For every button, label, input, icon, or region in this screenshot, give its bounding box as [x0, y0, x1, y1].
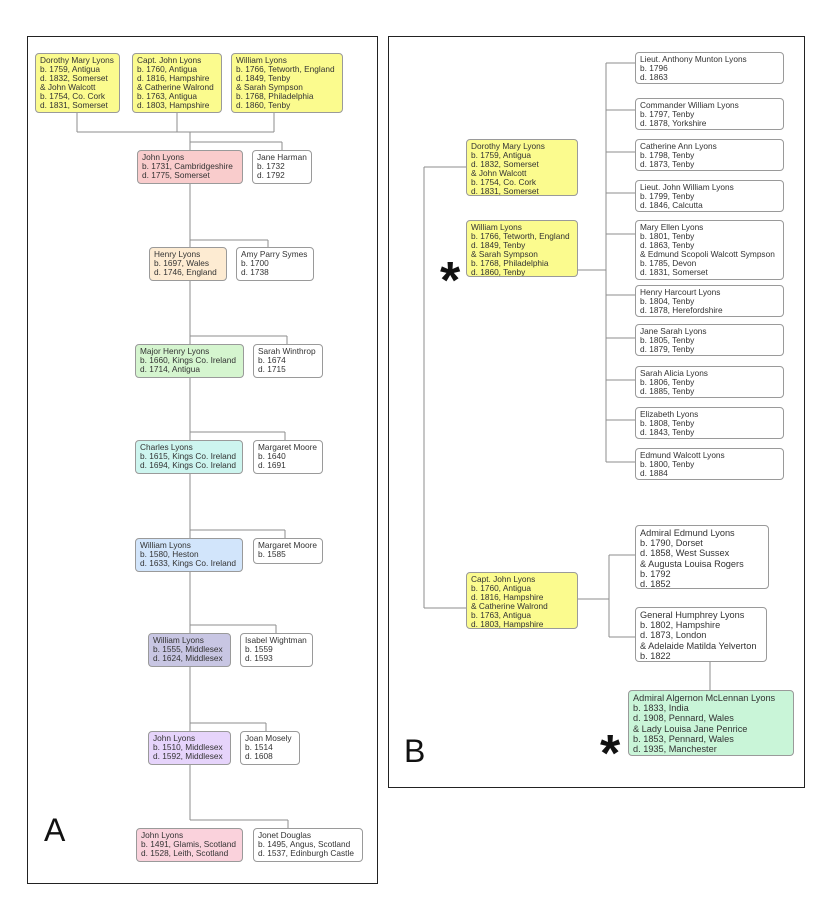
person-birth: b. 1580, Heston — [140, 549, 199, 559]
person-name: John Lyons — [141, 830, 184, 840]
spouse-birth: b. 1754, Co. Cork — [40, 91, 106, 101]
spouse-death: d. 1803, Hampshire — [137, 100, 210, 110]
spouse-birth: b. 1763, Antigua — [137, 91, 197, 101]
spouse-name: & Sarah Sympson — [236, 82, 303, 92]
person-a16-john-lyons — [148, 731, 231, 765]
person-name: General Humphrey Lyons — [640, 610, 745, 620]
spouse-a9-sarah-winthrop — [253, 344, 323, 378]
spouse-a7-amy-parry-symes — [236, 247, 314, 281]
child-c6-henry-harcourt-lyons — [635, 285, 784, 317]
person-death: d. 1624, Middlesex — [153, 653, 223, 663]
person-name: William Lyons — [153, 635, 204, 645]
person-birth: b. 1700 — [241, 258, 269, 268]
person-a3-william-lyons — [231, 53, 343, 113]
person-death: d. 1873, London — [640, 630, 707, 641]
spouse-a19-jonet-douglas — [253, 828, 363, 862]
spouse-death: d. 1831, Somerset — [640, 267, 708, 277]
person-death: d. 1849, Tenby — [471, 240, 526, 250]
spouse-birth: b. 1822 — [640, 650, 671, 661]
person-name: Dorothy Mary Lyons — [40, 55, 114, 65]
person-birth: b. 1806, Tenby — [640, 377, 695, 387]
spouse-birth: b. 1792 — [640, 568, 671, 579]
person-name: Henry Lyons — [154, 249, 201, 259]
person-death: d. 1715 — [258, 364, 286, 374]
person-name: Capt. John Lyons — [137, 55, 202, 65]
child-c2-commander-william-lyons — [635, 98, 784, 130]
person-birth: b. 1731, Cambridgeshire — [142, 161, 233, 171]
person-death: d. 1593 — [245, 653, 273, 663]
person-birth: b. 1760, Antigua — [137, 64, 197, 74]
person-name: Margaret Moore — [258, 442, 318, 452]
person-b3-capt-john-lyons — [466, 572, 578, 629]
asterisk-marker-algernon: * — [600, 725, 621, 783]
person-b2-william-lyons — [466, 220, 578, 277]
person-name: Elizabeth Lyons — [640, 409, 699, 419]
person-a8-major-henry-lyons — [135, 344, 244, 378]
person-birth: b. 1790, Dorset — [640, 538, 703, 549]
panel-b-label: B — [404, 733, 426, 769]
spouse-death: d. 1852 — [640, 579, 671, 589]
person-birth: b. 1732 — [257, 161, 285, 171]
person-birth: b. 1697, Wales — [154, 258, 210, 268]
person-birth: b. 1833, India — [633, 703, 689, 714]
person-death: d. 1879, Tenby — [640, 344, 695, 354]
person-name: Jane Sarah Lyons — [640, 326, 707, 336]
person-a10-charles-lyons — [135, 440, 243, 474]
person-name: John Lyons — [153, 733, 196, 743]
person-birth: b. 1555, Middlesex — [153, 644, 223, 654]
person-death: d. 1528, Leith, Scotland — [141, 848, 229, 858]
person-name: William Lyons — [236, 55, 287, 65]
person-death: d. 1792 — [257, 170, 285, 180]
person-birth: b. 1585 — [258, 549, 286, 559]
child-c10-edmund-walcott-lyons — [635, 448, 784, 480]
person-birth: b. 1808, Tenby — [640, 418, 695, 428]
spouse-birth: b. 1754, Co. Cork — [471, 177, 537, 187]
spouse-a11-margaret-moore — [253, 440, 323, 474]
spouse-name: & Augusta Louisa Rogers — [640, 558, 744, 569]
person-birth: b. 1798, Tenby — [640, 150, 695, 160]
person-death: d. 1608 — [245, 751, 273, 761]
person-death: d. 1873, Tenby — [640, 159, 695, 169]
spouse-birth: b. 1768, Philadelphia — [471, 258, 549, 268]
person-death: d. 1537, Edinburgh Castle — [258, 848, 354, 858]
person-birth: b. 1799, Tenby — [640, 191, 695, 201]
person-birth: b. 1797, Tenby — [640, 109, 695, 119]
person-death: d. 1714, Antigua — [140, 364, 200, 374]
person-name: Admiral Algernon McLennan Lyons — [633, 693, 776, 703]
child-c7-jane-sarah-lyons — [635, 324, 784, 356]
person-death: d. 1863, Tenby — [640, 240, 695, 250]
person-name: Henry Harcourt Lyons — [640, 287, 721, 297]
person-name: Jane Harman — [257, 152, 307, 162]
person-birth: b. 1759, Antigua — [40, 64, 100, 74]
asterisk-marker-william: * — [440, 252, 461, 310]
person-birth: b. 1766, Tetworth, England — [471, 231, 570, 241]
person-a12-william-lyons — [135, 538, 243, 572]
spouse-a13-margaret-moore — [253, 538, 323, 564]
person-death: d. 1775, Somerset — [142, 170, 210, 180]
person-birth: b. 1804, Tenby — [640, 296, 695, 306]
person-birth: b. 1559 — [245, 644, 273, 654]
person-name: Isabel Wightman — [245, 635, 307, 645]
person-name: Capt. John Lyons — [471, 574, 536, 584]
person-death: d. 1832, Somerset — [471, 159, 539, 169]
person-death: d. 1832, Somerset — [40, 73, 108, 83]
person-a14-william-lyons — [148, 633, 231, 667]
panel-a-label: A — [44, 812, 66, 848]
person-death: d. 1884 — [640, 468, 668, 478]
person-name: Admiral Edmund Lyons — [640, 528, 735, 538]
spouse-death: d. 1831, Somerset — [471, 186, 539, 196]
person-birth: b. 1495, Angus, Scotland — [258, 839, 351, 849]
person-name: Lieut. John William Lyons — [640, 182, 734, 192]
person-name: Margaret Moore — [258, 540, 318, 550]
person-name: Amy Parry Symes — [241, 249, 308, 259]
person-death: d. 1858, West Sussex — [640, 548, 730, 559]
spouse-death: d. 1831, Somerset — [40, 100, 108, 110]
person-death: d. 1878, Herefordshire — [640, 305, 723, 315]
person-birth: b. 1800, Tenby — [640, 459, 695, 469]
person-death: d. 1908, Pennard, Wales — [633, 713, 734, 724]
person-name: Mary Ellen Lyons — [640, 222, 704, 232]
person-birth: b. 1514 — [245, 742, 273, 752]
person-a1-dorothy-mary-lyons — [35, 53, 120, 113]
child-c1-anthony-munton-lyons — [635, 52, 784, 84]
person-birth: b. 1615, Kings Co. Ireland — [140, 451, 236, 461]
spouse-name: & Edmund Scopoli Walcott Sympson — [640, 249, 775, 259]
spouse-birth: b. 1785, Devon — [640, 258, 697, 268]
grandchild-e1-admiral-algernon-mclennan-lyons — [628, 690, 794, 756]
person-death: d. 1863 — [640, 72, 668, 82]
person-birth: b. 1640 — [258, 451, 286, 461]
spouse-name: & John Walcott — [471, 168, 527, 178]
spouse-name: & Catherine Walrond — [137, 82, 214, 92]
person-name: Dorothy Mary Lyons — [471, 141, 545, 151]
spouse-birth: b. 1768, Philadelphia — [236, 91, 314, 101]
person-name: Sarah Winthrop — [258, 346, 316, 356]
child-c3-catherine-ann-lyons — [635, 139, 784, 171]
spouse-a15-isabel-wightman — [240, 633, 313, 667]
person-a6-henry-lyons — [149, 247, 227, 281]
spouse-name: & Sarah Sympson — [471, 249, 538, 259]
spouse-birth: b. 1853, Pennard, Wales — [633, 733, 734, 744]
person-birth: b. 1801, Tenby — [640, 231, 695, 241]
person-death: d. 1738 — [241, 267, 269, 277]
person-death: d. 1633, Kings Co. Ireland — [140, 558, 236, 568]
person-death: d. 1878, Yorkshire — [640, 118, 707, 128]
person-b1-dorothy-mary-lyons — [466, 139, 578, 196]
person-death: d. 1592, Middlesex — [153, 751, 223, 761]
spouse-death: d. 1935, Manchester — [633, 744, 717, 755]
child-d2-general-humphrey-lyons — [635, 607, 767, 662]
person-birth: b. 1802, Hampshire — [640, 620, 721, 631]
child-c8-sarah-alicia-lyons — [635, 366, 784, 398]
person-birth: b. 1759, Antigua — [471, 150, 531, 160]
person-death: d. 1885, Tenby — [640, 386, 695, 396]
child-c9-elizabeth-lyons — [635, 407, 784, 439]
person-name: Jonet Douglas — [258, 830, 312, 840]
person-birth: b. 1674 — [258, 355, 286, 365]
spouse-a5-jane-harman — [252, 150, 312, 184]
spouse-name: & Catherine Walrond — [471, 601, 548, 611]
person-death: d. 1694, Kings Co. Ireland — [140, 460, 236, 470]
person-a18-john-lyons — [136, 828, 243, 862]
person-death: d. 1849, Tenby — [236, 73, 291, 83]
child-c4-john-william-lyons — [635, 180, 784, 212]
spouse-name: & Adelaide Matilda Yelverton — [640, 640, 757, 651]
person-name: Edmund Walcott Lyons — [640, 450, 725, 460]
spouse-a17-joan-mosely — [240, 731, 300, 765]
person-birth: b. 1510, Middlesex — [153, 742, 223, 752]
person-name: Sarah Alicia Lyons — [640, 368, 708, 378]
child-c5-mary-ellen-lyons — [635, 220, 784, 280]
person-birth: b. 1660, Kings Co. Ireland — [140, 355, 236, 365]
person-birth: b. 1796 — [640, 63, 668, 73]
person-death: d. 1746, England — [154, 267, 217, 277]
person-death: d. 1816, Hampshire — [137, 73, 210, 83]
person-name: Joan Mosely — [245, 733, 292, 743]
spouse-death: d. 1860, Tenby — [471, 267, 526, 277]
person-name: Charles Lyons — [140, 442, 193, 452]
person-name: Lieut. Anthony Munton Lyons — [640, 54, 747, 64]
spouse-name: & Lady Louisa Jane Penrice — [633, 723, 748, 734]
person-a2-capt-john-lyons — [132, 53, 222, 113]
person-a4-john-lyons — [137, 150, 243, 184]
person-name: Major Henry Lyons — [140, 346, 210, 356]
person-name: Commander William Lyons — [640, 100, 739, 110]
person-birth: b. 1760, Antigua — [471, 583, 531, 593]
person-death: d. 1816, Hampshire — [471, 592, 544, 602]
person-name: William Lyons — [471, 222, 522, 232]
person-name: Catherine Ann Lyons — [640, 141, 717, 151]
spouse-name: & John Walcott — [40, 82, 96, 92]
person-birth: b. 1491, Glamis, Scotland — [141, 839, 237, 849]
person-death: d. 1846, Calcutta — [640, 200, 703, 210]
spouse-death: d. 1803, Hampshire — [471, 619, 544, 629]
person-birth: b. 1805, Tenby — [640, 335, 695, 345]
child-d1-admiral-edmund-lyons — [635, 525, 769, 589]
person-name: John Lyons — [142, 152, 185, 162]
person-death: d. 1691 — [258, 460, 286, 470]
spouse-birth: b. 1763, Antigua — [471, 610, 531, 620]
person-death: d. 1843, Tenby — [640, 427, 695, 437]
person-birth: b. 1766, Tetworth, England — [236, 64, 335, 74]
person-name: William Lyons — [140, 540, 191, 550]
spouse-death: d. 1860, Tenby — [236, 100, 291, 110]
